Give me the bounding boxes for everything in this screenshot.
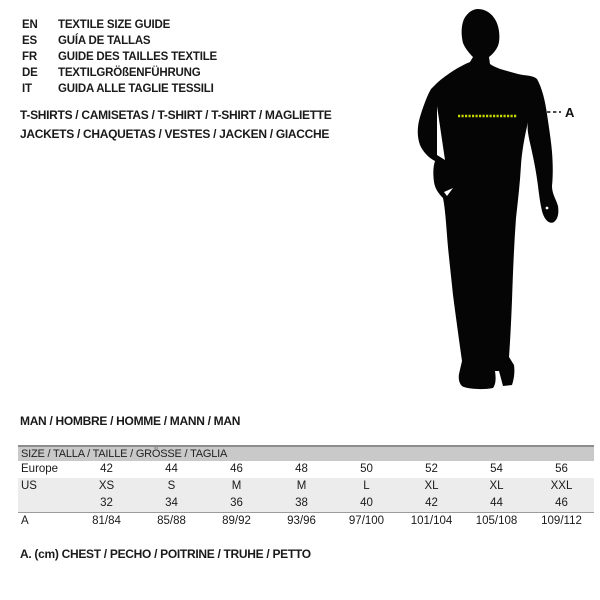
size-table-header: SIZE / TALLA / TAILLE / GRÖSSE / TAGLIA — [18, 447, 594, 461]
language-label: TEXTILE SIZE GUIDE — [58, 19, 171, 31]
table-row-us — [18, 478, 594, 495]
size-cell: 105/108 — [475, 515, 518, 527]
size-cell: XXL — [550, 480, 573, 492]
size-cell: XS — [98, 480, 115, 492]
table-row-europe — [18, 461, 594, 478]
size-cell: 36 — [230, 497, 243, 509]
row-label: A — [21, 515, 29, 527]
size-cell: 85/88 — [157, 515, 186, 527]
measurement-letter: A — [565, 105, 575, 120]
size-cell: 48 — [295, 463, 308, 475]
size-cell: 50 — [360, 463, 373, 475]
size-cell: M — [296, 480, 307, 492]
size-cell: 40 — [360, 497, 373, 509]
size-cell: 52 — [425, 463, 438, 475]
size-cell: XL — [424, 480, 439, 492]
category-tshirts: T-SHIRTS / CAMISETAS / T-SHIRT / T-SHIRT / MAGLIETTE — [20, 108, 332, 122]
size-cell: 42 — [100, 463, 113, 475]
man-silhouette — [418, 9, 559, 389]
size-cell: 46 — [230, 463, 243, 475]
language-code: FR — [22, 51, 37, 63]
row-label: Europe — [21, 463, 59, 475]
size-cell: S — [167, 480, 176, 492]
size-cell: 89/92 — [222, 515, 251, 527]
size-cell: 38 — [295, 497, 308, 509]
size-cell: 46 — [555, 497, 568, 509]
size-cell: 34 — [165, 497, 178, 509]
table-row-us-numeric — [18, 495, 594, 512]
language-label: GUIDE DES TAILLES TEXTILE — [58, 51, 217, 63]
language-label: GUÍA DE TALLAS — [58, 35, 151, 47]
category-jackets: JACKETS / CHAQUETAS / VESTES / JACKEN / GIACCHE — [20, 126, 330, 141]
size-cell: 97/100 — [348, 515, 385, 527]
language-label: TEXTILGRÖßENFÜHRUNG — [58, 67, 201, 79]
size-cell: L — [363, 480, 370, 492]
section-title-man: MAN / HOMBRE / HOMME / MANN / MAN — [20, 414, 241, 428]
language-code: ES — [22, 35, 37, 47]
row-label — [18, 495, 74, 512]
size-cell: 81/84 — [92, 515, 121, 527]
language-list — [22, 17, 217, 97]
language-row — [22, 17, 217, 33]
table-row-chest — [18, 512, 594, 529]
language-code: IT — [22, 83, 32, 95]
language-label: GUIDA ALLE TAGLIE TESSILI — [58, 83, 214, 95]
garment-category-list — [20, 106, 332, 143]
language-row — [22, 81, 217, 97]
size-cell: XL — [489, 480, 504, 492]
language-row — [22, 33, 217, 49]
language-row — [22, 49, 217, 65]
size-cell: 44 — [165, 463, 178, 475]
language-code: DE — [22, 67, 38, 79]
hand-highlight — [546, 207, 549, 210]
size-cell: 93/96 — [287, 515, 316, 527]
size-table — [18, 445, 594, 529]
size-cell: 44 — [490, 497, 503, 509]
row-label: US — [21, 480, 37, 492]
language-code: EN — [22, 19, 38, 31]
language-row — [22, 65, 217, 81]
measurement-legend: A. (cm) CHEST / PECHO / POITRINE / TRUHE / PETTO — [20, 547, 311, 561]
size-cell: 109/112 — [541, 515, 582, 527]
size-cell: 56 — [555, 463, 568, 475]
size-cell: 42 — [425, 497, 438, 509]
size-cell: 101/104 — [410, 515, 453, 527]
man-measurement-figure — [390, 0, 600, 400]
size-cell: M — [231, 480, 242, 492]
size-cell: 54 — [490, 463, 503, 475]
size-cell: 32 — [100, 497, 113, 509]
